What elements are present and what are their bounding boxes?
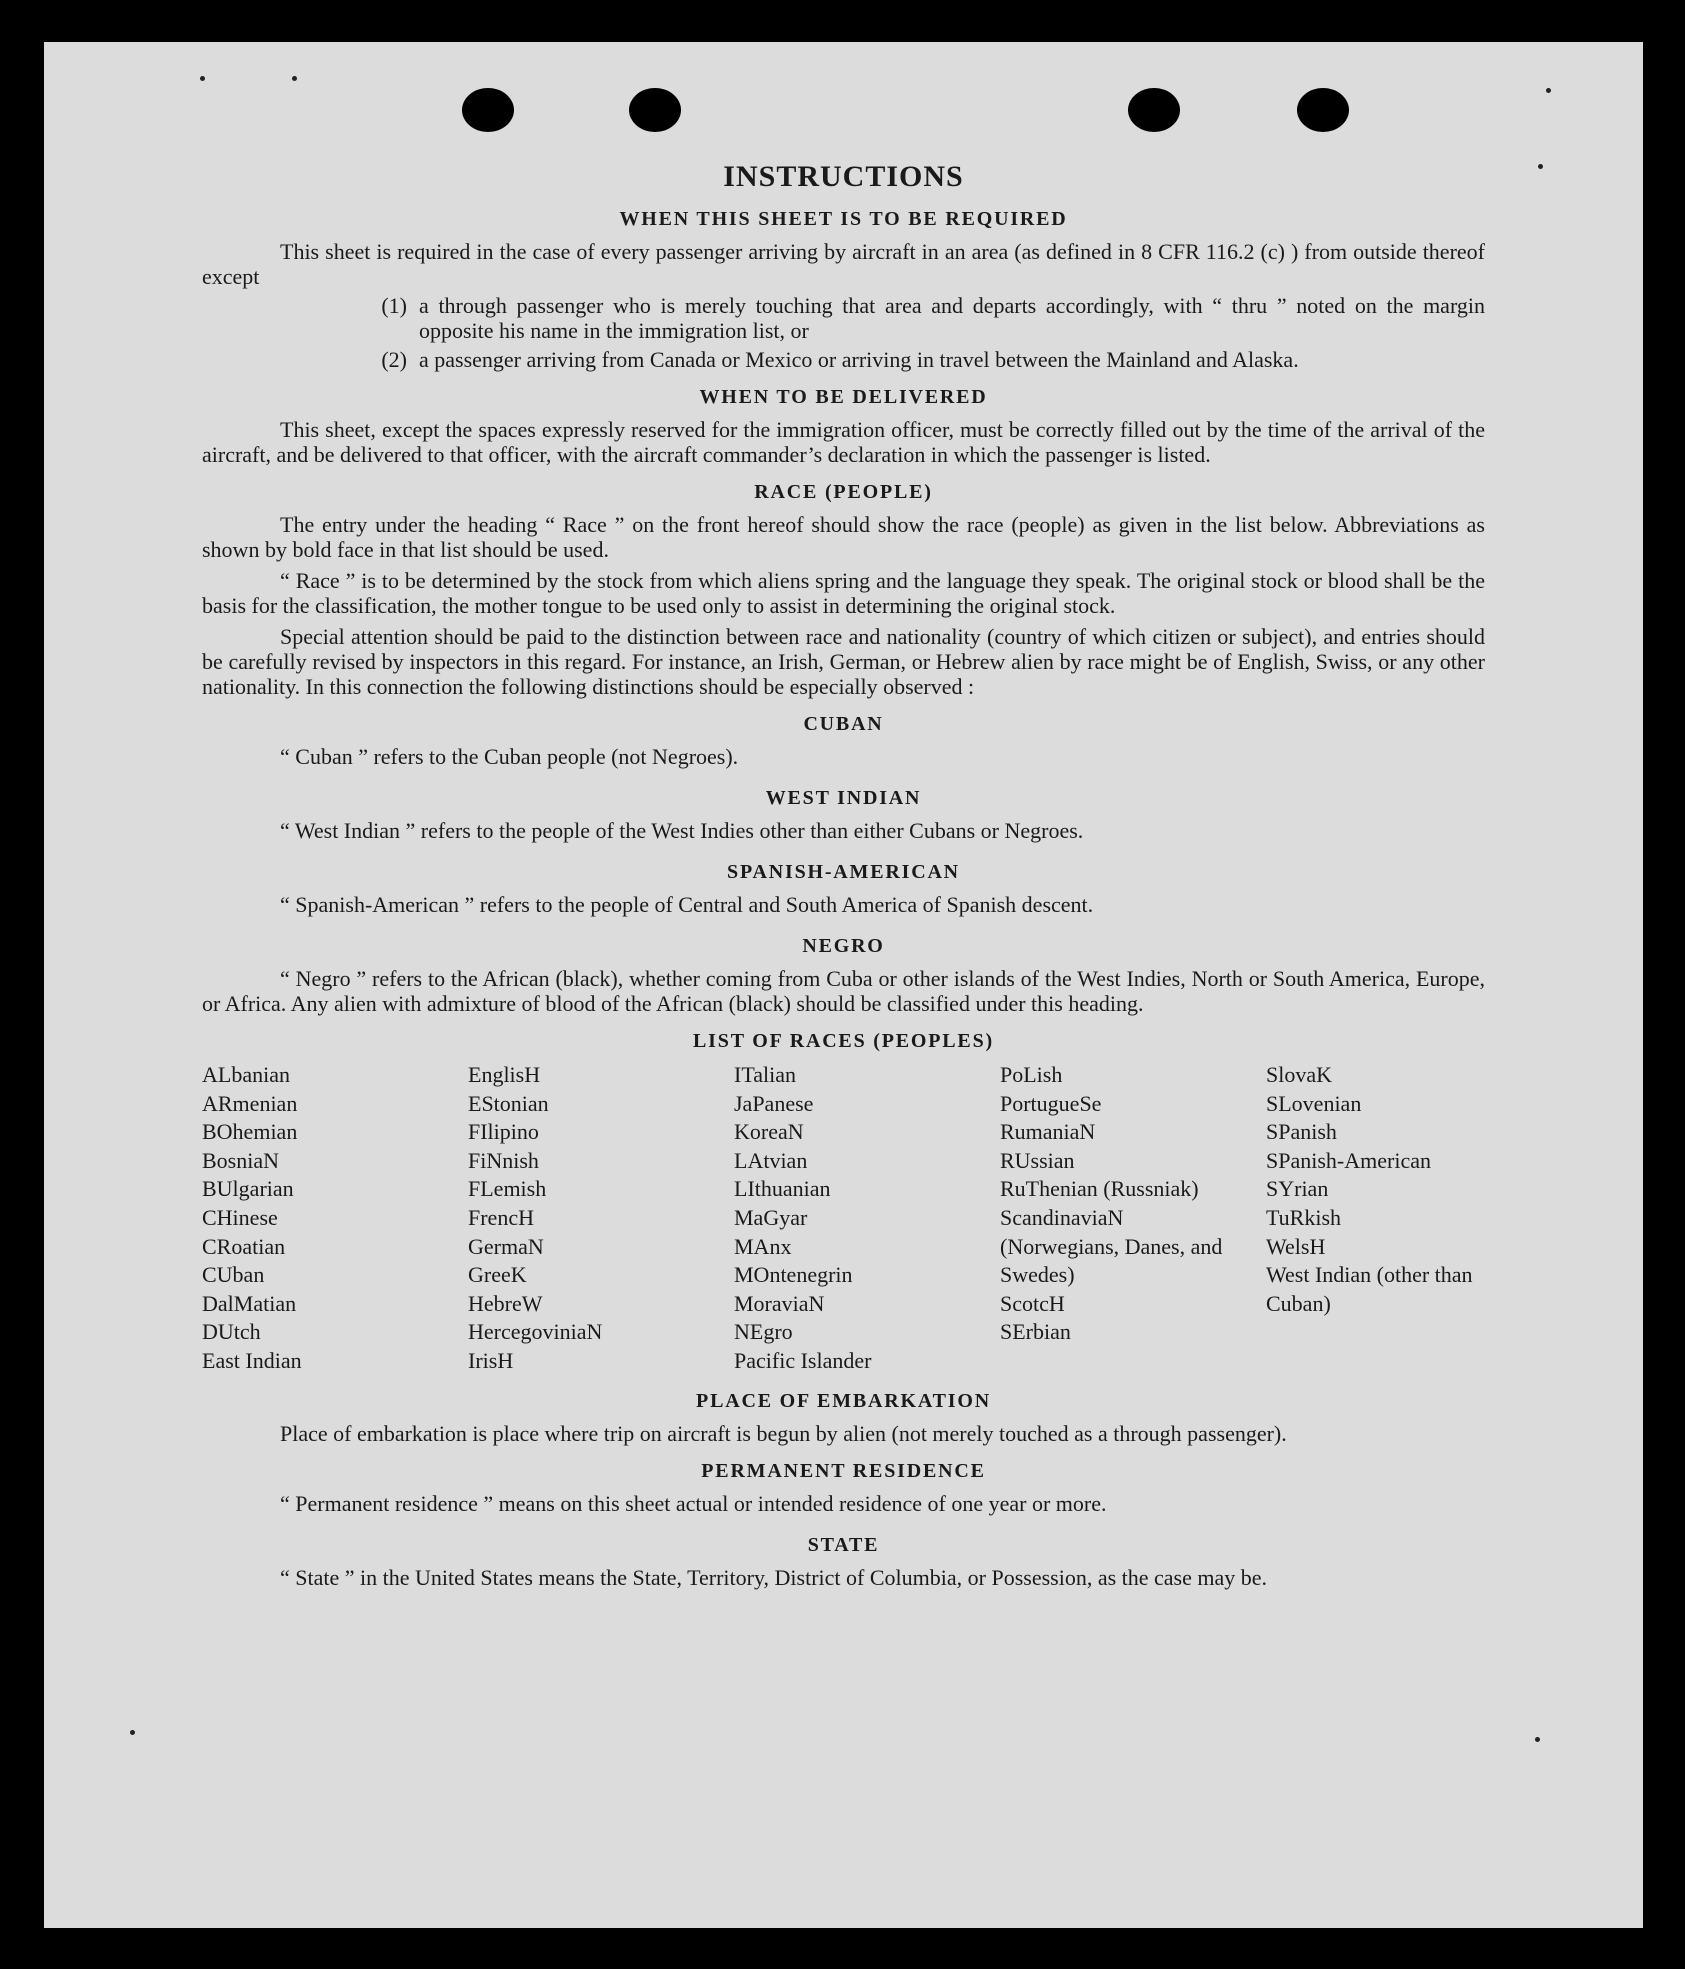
race-entry: SYrian — [1266, 1176, 1329, 1202]
race-entry: RuThenian (Russniak) — [1000, 1176, 1199, 1202]
race-entry: IrisH — [468, 1347, 514, 1373]
race-entry: ARmenian — [202, 1090, 298, 1116]
speck — [200, 76, 205, 81]
section-heading-state: STATE — [807, 1533, 880, 1556]
race-entry: CHinese — [202, 1204, 278, 1230]
race-entry: PoLish — [1000, 1062, 1063, 1087]
race-entry: BOhemian — [202, 1119, 298, 1145]
race-entry: MaGyar — [734, 1204, 808, 1230]
race-paragraph-1: The entry under the heading “ Race ” on the front hereof should show the race (people) as given in the list below. Abbreviations as shown by bold face in that list should be used. — [202, 512, 1485, 562]
race-entry: LAtvian — [734, 1147, 808, 1173]
race-entry: KoreaN — [734, 1119, 804, 1145]
races-table — [202, 1061, 1485, 1376]
race-entry: GermaN — [468, 1233, 544, 1259]
exception-item-2 — [202, 347, 1485, 372]
speck — [1535, 1737, 1540, 1742]
section-heading-list-of-races: LIST OF RACES (PEOPLES) — [693, 1030, 994, 1052]
races-column-2 — [468, 1061, 734, 1376]
race-entry: EnglisH — [468, 1062, 541, 1087]
section-heading-race: RACE (PEOPLE) — [754, 481, 933, 503]
race-entry: DalMatian — [202, 1290, 297, 1316]
race-entry: TuRkish — [1266, 1204, 1342, 1230]
exception-text: a passenger arriving from Canada or Mexico or arriving in travel between the Mainland and Alaska. — [419, 347, 1299, 372]
race-entry: Pacific Islander — [734, 1347, 872, 1373]
punch-hole — [1128, 88, 1180, 132]
section-heading-delivered: WHEN TO BE DELIVERED — [699, 386, 988, 408]
state-text: “ State ” in the United States means the State, Territory, District of Columbia, or Possession, as the case may be. — [280, 1564, 1268, 1590]
exception-number: (1) — [381, 293, 407, 318]
race-entry: NEgro — [734, 1319, 793, 1345]
speck — [1538, 164, 1543, 169]
races-column-4 — [1000, 1061, 1266, 1376]
race-entry: FLemish — [468, 1176, 547, 1202]
race-paragraph-3: Special attention should be paid to the distinction between race and nationality (country of which citizen or subject), and entries should be carefully revised by inspectors in this regard. For instance, an Irish, German, or Hebrew alien by race might be of English, Swiss, or any other nationality. In this connection the following distinctions should be especially observed : — [202, 624, 1485, 699]
race-entry: FIlipino — [468, 1119, 539, 1145]
instructions-content — [202, 160, 1485, 1590]
section-heading-negro: NEGRO — [802, 935, 885, 957]
race-entry: ScandinaviaN (Norwegians, Danes, and Swedes) — [1000, 1204, 1223, 1288]
punch-hole — [629, 88, 681, 132]
race-entry: ALbanian — [202, 1062, 290, 1087]
race-paragraph-2: “ Race ” is to be determined by the stock from which aliens spring and the language they speak. The original stock or blood shall be the basis for the classification, the mother tongue to be used only to assist in determining the original stock. — [202, 568, 1485, 618]
exception-item-1 — [202, 293, 1485, 343]
residence-text: “ Permanent residence ” means on this sheet actual or intended residence of one year or more. — [280, 1490, 1107, 1516]
race-entry: GreeK — [468, 1262, 527, 1288]
section-heading-spanish-american: SPANISH-AMERICAN — [727, 861, 960, 883]
race-entry: MoraviaN — [734, 1290, 825, 1316]
race-entry: ScotcH — [1000, 1290, 1065, 1316]
required-intro: This sheet is required in the case of every passenger arriving by aircraft in an area (as defined in 8 CFR 116.2 (c) ) from outside thereof except — [202, 239, 1485, 289]
section-heading-required: WHEN THIS SHEET IS TO BE REQUIRED — [619, 208, 1068, 230]
race-entry: BosniaN — [202, 1147, 279, 1173]
race-entry: MOntenegrin — [734, 1262, 853, 1288]
race-entry: SPanish — [1266, 1119, 1337, 1145]
section-heading-embarkation: PLACE OF EMBARKATION — [696, 1389, 991, 1412]
races-column-5 — [1266, 1061, 1486, 1376]
negro-text: “ Negro ” refers to the African (black), whether coming from Cuba or other islands of the West Indies, North or South America, Europe, or Africa. Any alien with admixture of blood of the African (black) should be classified under this heading. — [202, 966, 1485, 1016]
race-entry: CRoatian — [202, 1233, 286, 1259]
race-entry: PortugueSe — [1000, 1090, 1102, 1116]
race-entry: SPanish-American — [1266, 1147, 1431, 1173]
race-entry: HebreW — [468, 1290, 543, 1316]
race-entry: RUssian — [1000, 1147, 1075, 1173]
speck — [292, 76, 297, 81]
page-title: INSTRUCTIONS — [723, 160, 964, 193]
spanish-american-text: “ Spanish-American ” refers to the people of Central and South America of Spanish descent. — [280, 892, 1094, 917]
race-entry: East Indian — [202, 1347, 302, 1373]
west-indian-text: “ West Indian ” refers to the people of the West Indies other than either Cubans or Negroes. — [280, 818, 1084, 843]
race-entry: BUlgarian — [202, 1176, 294, 1202]
embarkation-text: Place of embarkation is place where trip on aircraft is begun by alien (not merely touched as a through passenger). — [280, 1420, 1287, 1446]
race-entry: FrencH — [468, 1204, 534, 1230]
race-entry: EStonian — [468, 1090, 549, 1116]
section-heading-residence: PERMANENT RESIDENCE — [701, 1459, 986, 1482]
exception-text: a through passenger who is merely touching that area and departs accordingly, with “ thru ” noted on the margin opposite his name in the immigration list, or — [419, 293, 1485, 343]
race-entry: SErbian — [1000, 1319, 1071, 1345]
document-sheet — [44, 42, 1643, 1928]
race-entry: HercegoviniaN — [468, 1319, 603, 1345]
race-entry: RumaniaN — [1000, 1119, 1096, 1145]
section-heading-cuban: CUBAN — [803, 713, 884, 735]
race-entry: SLovenian — [1266, 1090, 1362, 1116]
race-entry: FiNnish — [468, 1147, 539, 1173]
race-entry: ITalian — [734, 1062, 796, 1087]
races-column-1 — [202, 1061, 468, 1376]
race-entry: LIthuanian — [734, 1176, 831, 1202]
races-column-3 — [734, 1061, 1000, 1376]
delivered-text: This sheet, except the spaces expressly reserved for the immigration officer, must be correctly filled out by the time of the arrival of the aircraft, and be delivered to that officer, with the aircraft commander’s declaration in which the passenger is listed. — [202, 417, 1485, 467]
race-entry: MAnx — [734, 1233, 792, 1259]
cuban-text: “ Cuban ” refers to the Cuban people (not Negroes). — [280, 744, 739, 769]
race-entry: JaPanese — [734, 1090, 814, 1116]
race-entry: DUtch — [202, 1319, 261, 1345]
punch-hole — [462, 88, 514, 132]
race-entry: SlovaK — [1266, 1062, 1332, 1087]
race-entry: CUban — [202, 1262, 265, 1288]
exception-number: (2) — [381, 347, 407, 372]
race-entry: WelsH — [1266, 1233, 1326, 1259]
punch-hole — [1297, 88, 1349, 132]
race-entry: West Indian (other than Cuban) — [1266, 1262, 1473, 1316]
section-heading-west-indian: WEST INDIAN — [765, 787, 922, 809]
speck — [1546, 88, 1551, 93]
speck — [130, 1730, 135, 1735]
